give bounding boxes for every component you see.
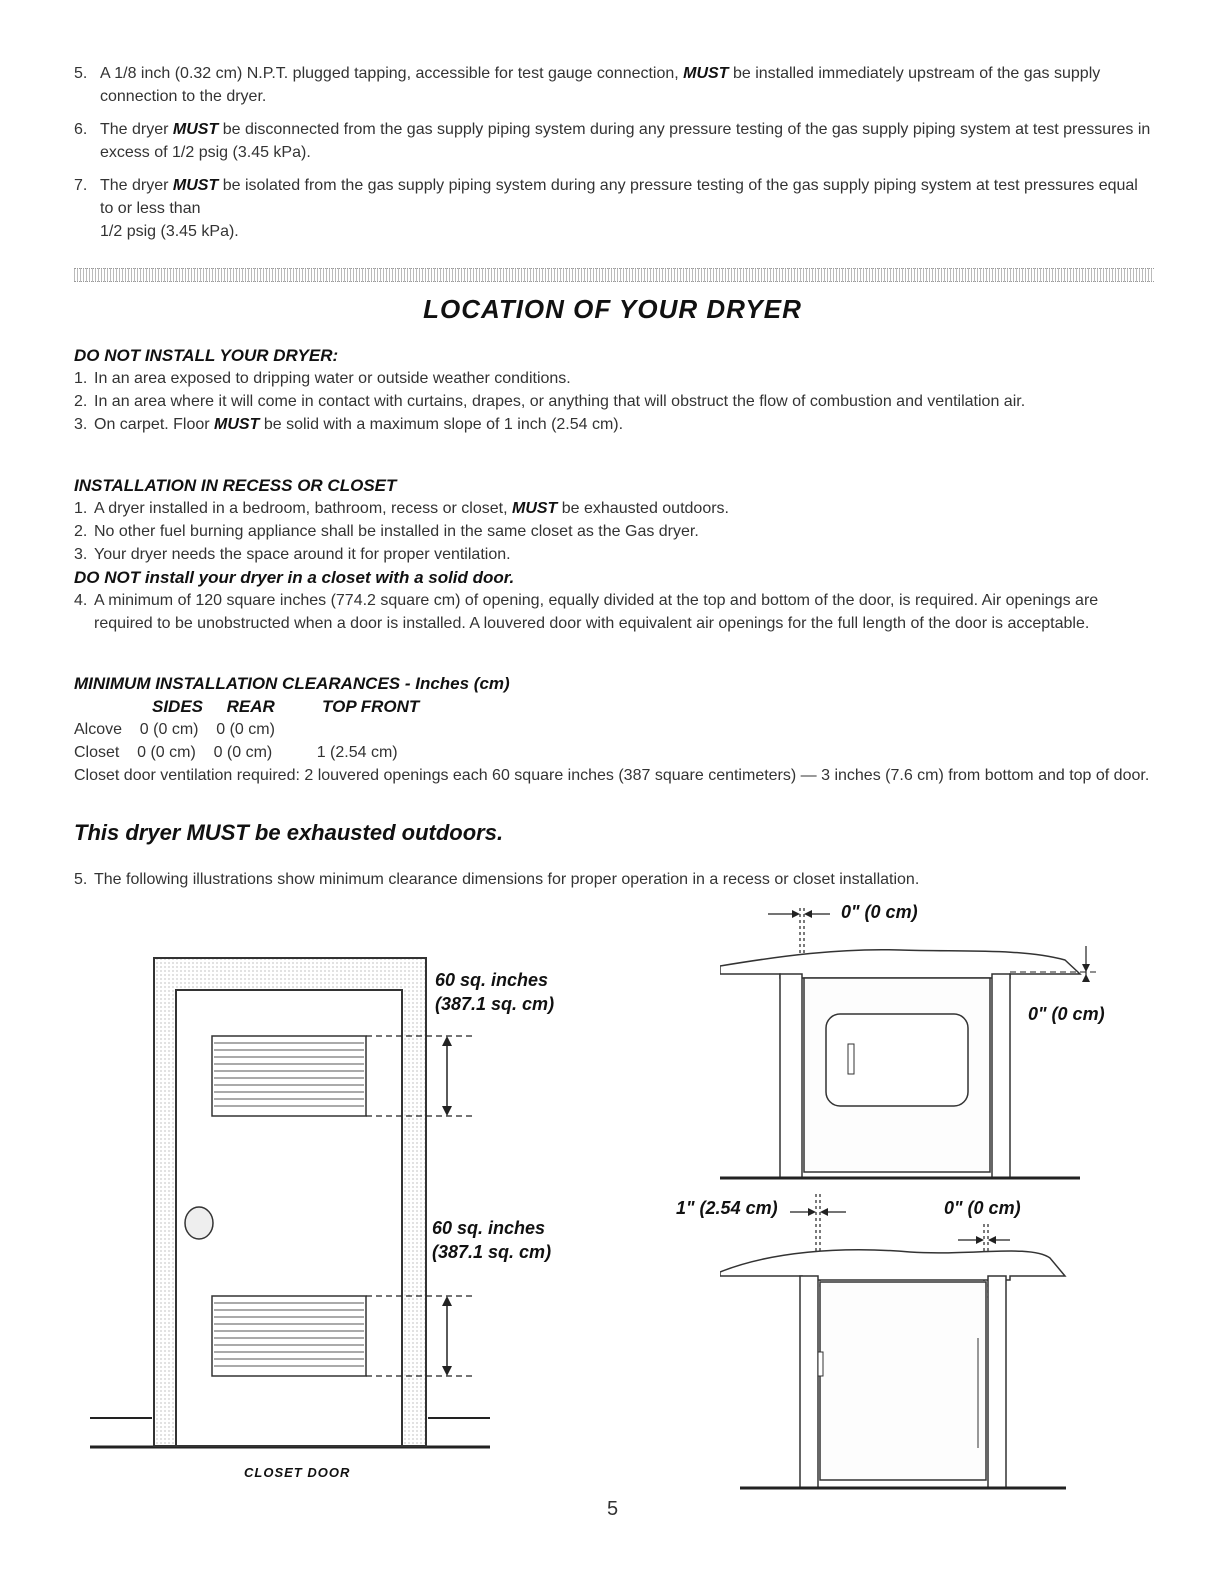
list-item: 3. On carpet. Floor MUST be solid with a maximum slope of 1 inch (2.54 cm). (74, 416, 624, 433)
clearance-columns: SIDES REAR TOP FRONT (152, 697, 420, 716)
clearance-row-alcove: Alcove 0 (0 cm) 0 (0 cm) (74, 721, 275, 738)
list-item: 1. A dryer installed in a bedroom, bathroom, recess or closet, MUST be exhausted outdoors. (74, 500, 729, 517)
arrow-heads (792, 910, 812, 918)
list-item: 4. A minimum of 120 square inches (774.2 square cm) of opening, equally divided at the top and bottom of the door, is required. Air openings are required to be unobstructed when a door is installed. A louvered door with equivalent air openings for the full length of the door is acceptable. (74, 592, 1099, 632)
list-item: 6. The dryer MUST be disconnected from the gas supply piping system during any pressure testing of the gas supply piping system at test pressures in excess of 1/2 psig (3.45 kPa). (74, 121, 1151, 161)
list-item: 3. Your dryer needs the space around it for proper ventilation. (74, 546, 511, 563)
closet-door-caption: CLOSET DOOR (244, 1465, 351, 1480)
solid-door-warning: DO NOT install your dryer in a closet with a solid door. (74, 568, 515, 587)
dryer-body (820, 1282, 986, 1480)
countertop (720, 1250, 1065, 1280)
list-item: 2. In an area where it will come in contact with curtains, drapes, or anything that will obstruct the flow of combustion and ventilation air. (74, 393, 1026, 410)
top-opening-label: 60 sq. inches (387.1 sq. cm) (435, 970, 555, 1014)
bottom-opening-label: 60 sq. inches (387.1 sq. cm) (432, 1218, 552, 1262)
countertop (720, 950, 1080, 978)
arrow-head (1082, 974, 1090, 982)
clearances-section (74, 672, 1154, 787)
list-item: 1. In an area exposed to dripping water or outside weather conditions. (74, 370, 571, 387)
left-wall (780, 974, 802, 1178)
rear-clearance-label: 0" (0 cm) (1028, 1004, 1105, 1024)
bottom-louver (212, 1296, 366, 1376)
page-number: 5 (606, 1498, 619, 1520)
section-heading: MINIMUM INSTALLATION CLEARANCES - Inches (cm) (74, 674, 510, 693)
right-wall (992, 974, 1010, 1178)
recess-closet-section (74, 474, 1154, 635)
side-clearance-bottom-label: 0" (0 cm) (944, 1198, 1021, 1218)
arrow-head (1082, 964, 1090, 972)
left-wall (800, 1276, 818, 1488)
ventilation-note: Closet door ventilation required: 2 louvered openings each 60 square inches (387 square centimeters) — 3 inches (7.6 cm) from bottom and top of door. (74, 767, 1150, 784)
clearance-row-closet: Closet 0 (0 cm) 0 (0 cm) 1 (2.54 cm) (74, 744, 398, 761)
section-heading: INSTALLATION IN RECESS OR CLOSET (74, 476, 397, 495)
right-wall (988, 1276, 1006, 1488)
list-item: 7. The dryer MUST be isolated from the gas supply piping system during any pressure testing of the gas supply piping system at test pressures equal to or less than 1/2 psig (3.45 kPa). (74, 177, 1138, 240)
exhaust-heading: This dryer MUST be exhausted outdoors. (74, 820, 504, 845)
door-knob (185, 1207, 213, 1239)
list-item: 5. The following illustrations show minimum clearance dimensions for proper operation in a recess or closet installation. (74, 871, 920, 888)
gas-requirements-list (74, 62, 1154, 253)
top-louver (212, 1036, 366, 1116)
illustrations-intro (74, 868, 1154, 891)
dryer-front-view-illustration (720, 900, 1110, 1190)
door-handle (818, 1352, 823, 1376)
list-item: 2. No other fuel burning appliance shall be installed in the same closet as the Gas dryer. (74, 523, 699, 540)
page-title: LOCATION OF YOUR DRYER (423, 294, 802, 324)
dryer-door (826, 1014, 968, 1106)
dryer-side-view-illustration (720, 1188, 1080, 1498)
door-handle (848, 1044, 854, 1074)
list-item: 5. A 1/8 inch (0.32 cm) N.P.T. plugged tapping, accessible for test gauge connection, MUST be installed immediately upstream of the gas supply connection to the dryer. (74, 65, 1101, 105)
section-heading: DO NOT INSTALL YOUR DRYER: (74, 346, 339, 365)
side-clearance-top-label: 0" (0 cm) (841, 902, 918, 922)
section-divider (74, 268, 1154, 282)
closet-door-illustration (80, 950, 500, 1460)
do-not-install-section (74, 344, 1154, 436)
front-clearance-label: 1" (2.54 cm) (676, 1198, 778, 1218)
